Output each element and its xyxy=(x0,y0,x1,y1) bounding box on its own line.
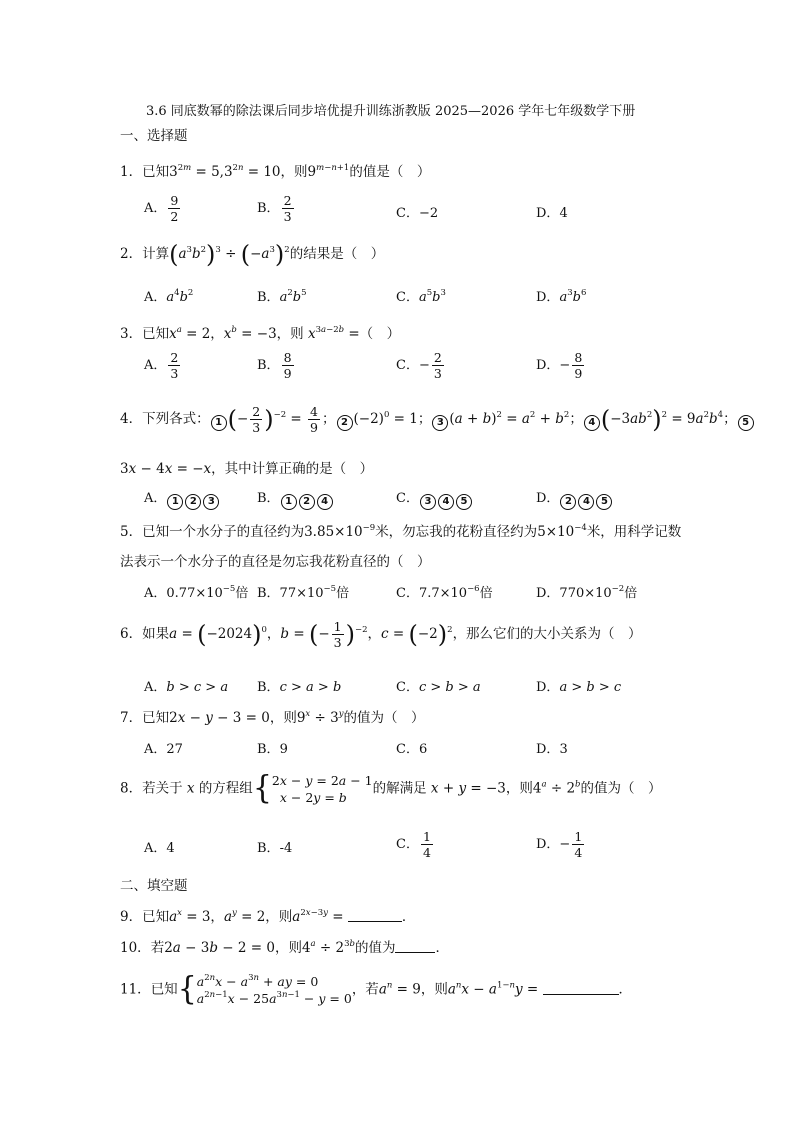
question-11: 11．已知{ $a^{2n}x - a^{3n}$ + ay = 0 $a^{2n-1}x - 25a^{3n-1} - y = 0$ ，若$a^n = 9$，则$a^nx - a^{1-n}y$ = ． xyxy=(120,971,633,1008)
q6-option-a[interactable]: A．b > c > a xyxy=(144,680,229,695)
q2-option-b[interactable]: B．$a^2b^5$ xyxy=(257,288,307,305)
q8-option-a[interactable]: A．4 xyxy=(144,841,175,856)
q4-option-d[interactable]: D． 2 4 5 xyxy=(536,487,613,510)
q1-option-c[interactable]: C．−2 xyxy=(396,206,439,221)
q3-option-b[interactable]: B． $\frac{8}{9}$ xyxy=(257,350,292,381)
document-title: 3.6 同底数幂的除法课后同步培优提升训练浙教版 2025—2026 学年七年级数学下册 xyxy=(146,104,636,119)
section-heading-choice: 一、选择题 xyxy=(120,128,188,144)
q4-option-c[interactable]: C． 3 4 5 xyxy=(396,487,473,510)
question-3: 3．已知$x^a = 2$，$x^b = -3$，则 $x^{3a-2b}$ =（ ） xyxy=(120,325,401,342)
q1-option-d[interactable]: D．4 xyxy=(536,206,568,221)
q7-option-a[interactable]: A．27 xyxy=(144,742,183,757)
q10-answer-blank[interactable] xyxy=(395,940,435,953)
question-1: 1．已知$3^{2m} = 5,3^{2n} = 10$，则$9^{m-n+1}$的值是（ ） xyxy=(120,163,431,180)
q5-option-c[interactable]: C．$7.7\times 10^{-6}$倍 xyxy=(396,584,493,601)
question-7: 7．已知2x − y − 3 = 0，则$9^x \div 3^y$的值为（ ） xyxy=(120,709,425,726)
q5-option-d[interactable]: D．$770\times 10^{-2}$倍 xyxy=(536,584,638,601)
q5-option-a[interactable]: A．$0.77\times 10^{-5}$倍 xyxy=(144,584,249,601)
q8-option-d[interactable]: D．− $\frac{1}{4}$ xyxy=(536,829,583,860)
q9-answer-blank[interactable] xyxy=(348,909,402,922)
q3-option-a[interactable]: A． $\frac{2}{3}$ xyxy=(144,350,179,381)
question-8: 8．若关于 x 的方程组{ 2x − y = 2a − 1 x − 2y = b 的解满足 x + y = −3，则$4^a \div 2^b$的值为（ ） xyxy=(120,770,662,807)
q2-option-c[interactable]: C．$a^5b^3$ xyxy=(396,288,446,305)
q4-option-a[interactable]: A． 1 2 3 xyxy=(144,487,220,510)
q1-option-a[interactable]: A． $\frac{9}{2}$ xyxy=(144,193,179,224)
question-4: 4．下列各式： 1 (− $\frac{2}{3}$ )$^{-2}$ = $\frac{4}{9}$ ； 2 $(-2)^0 = 1$； 3 $(a + b)^2 = a^2 + b^2$； 4 $(-3ab^2)^2 = 9a^2b^4$； 5 xyxy=(120,404,755,435)
q8-option-b[interactable]: B．-4 xyxy=(257,841,293,856)
q1-option-b[interactable]: B． $\frac{2}{3}$ xyxy=(257,193,292,224)
question-5: 5．已知一个水分子的直径约为$3.85\times 10^{-9}$米，勿忘我的花粉直径约为$5\times 10^{-4}$米，用科学记数 xyxy=(120,523,682,540)
question-9: 9．已知$a^x = 3$，$a^y = 2$，则$a^{2x-3y}$ = ． xyxy=(120,908,416,925)
question-6: 6．如果$a = (-2024)^0$，b = (− $\frac{1}{3}$ )$^{-2}$，$c = (-2)^2$，那么它们的大小关系为（ ） xyxy=(120,619,642,650)
section-heading-fill: 二、填空题 xyxy=(120,878,188,894)
q11-answer-blank[interactable] xyxy=(543,982,619,995)
q7-option-b[interactable]: B．9 xyxy=(257,742,288,757)
question-5-line-2: 法表示一个水分子的直径是勿忘我花粉直径的（ ） xyxy=(120,554,431,570)
q4-option-b[interactable]: B． 1 2 4 xyxy=(257,487,334,510)
q8-option-c[interactable]: C． $\frac{1}{4}$ xyxy=(396,829,431,860)
q3-option-c[interactable]: C．− $\frac{2}{3}$ xyxy=(396,350,442,381)
q6-option-d[interactable]: D．a > b > c xyxy=(536,680,622,695)
question-2: 2．计算$(a^3b^2)^3 \div (-a^3)^2$的结果是（ ） xyxy=(120,240,385,269)
q6-option-b[interactable]: B．c > a > b xyxy=(257,680,342,695)
question-10: 10．若2a − 3b − 2 = 0，则$4^a \div 2^{3b}$的值为 ． xyxy=(120,939,449,956)
q2-option-a[interactable]: A．$a^4b^2$ xyxy=(144,288,194,305)
q7-option-d[interactable]: D．3 xyxy=(536,742,568,757)
q5-option-b[interactable]: B．$77\times 10^{-5}$倍 xyxy=(257,584,350,601)
q2-option-d[interactable]: D．$a^3b^6$ xyxy=(536,288,587,305)
question-4-cont: 3x − 4x = −x，其中计算正确的是（ ） xyxy=(120,461,374,477)
q7-option-c[interactable]: C．6 xyxy=(396,742,428,757)
q6-option-c[interactable]: C．c > b > a xyxy=(396,680,481,695)
q3-option-d[interactable]: D．− $\frac{8}{9}$ xyxy=(536,350,583,381)
